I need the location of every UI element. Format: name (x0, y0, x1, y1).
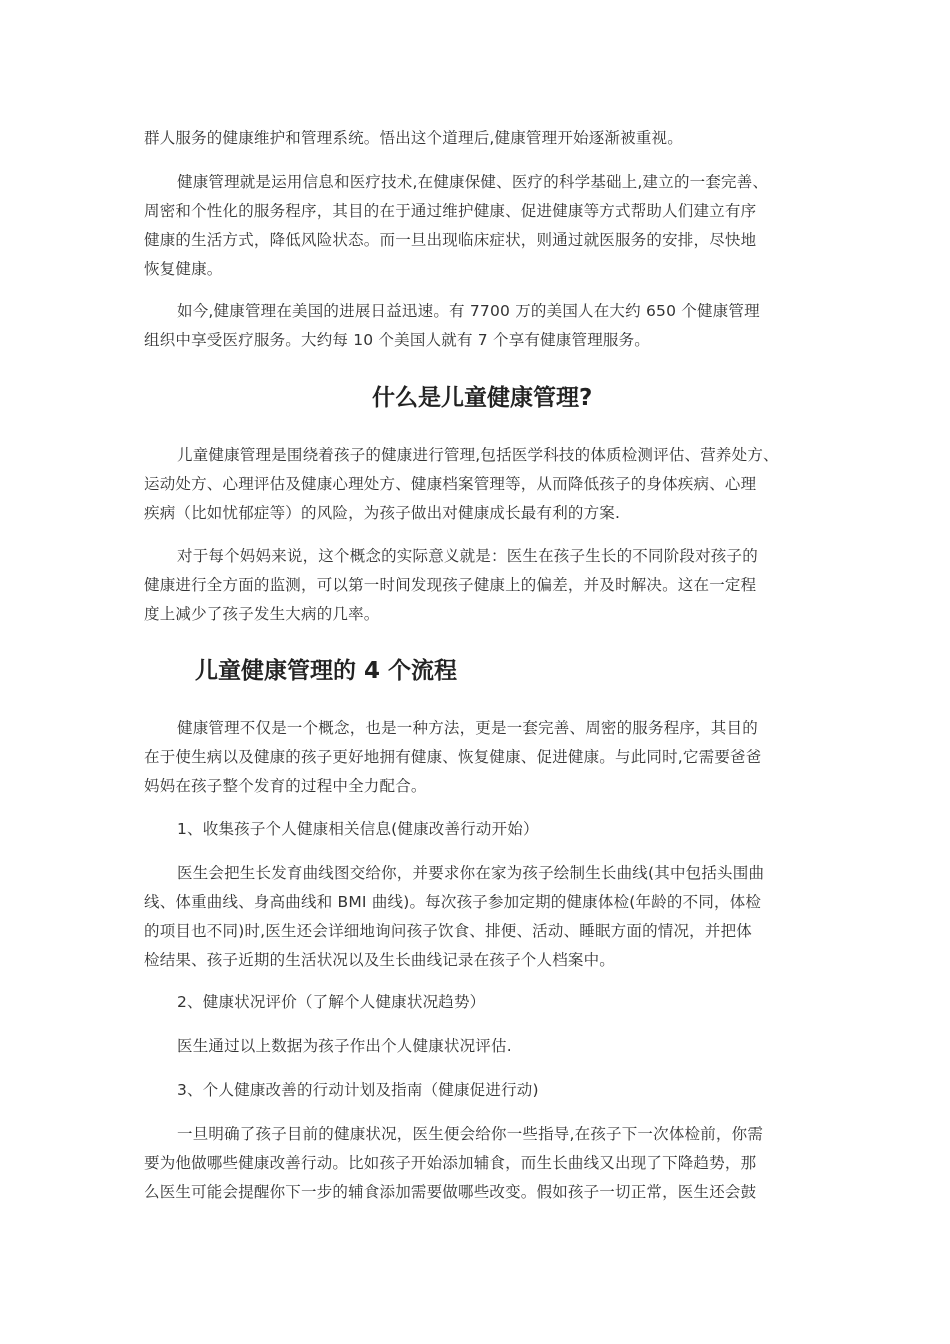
text-line: 的项目也不同)时,医生还会详细地询问孩子饮食、排便、活动、睡眠方面的情况，并把体 (144, 922, 752, 940)
text-line: 1、收集孩子个人健康相关信息(健康改善行动开始） (177, 820, 539, 838)
text-line: 3、个人健康改善的行动计划及指南（健康促进行动) (177, 1081, 539, 1099)
intro-paragraph (144, 124, 814, 153)
text-line: 在于使生病以及健康的孩子更好地拥有健康、恢复健康、促进健康。与此同时,它需要爸爸 (144, 748, 762, 766)
text-line: 儿童健康管理是围绕着孩子的健康进行管理,包括医学科技的体质检测评估、营养处方、 (177, 446, 779, 464)
text-line: 检结果、孩子近期的生活状况以及生长曲线记录在孩子个人档案中。 (144, 951, 616, 969)
text-line: 度上减少了孩子发生大病的几率。 (144, 605, 380, 623)
step1-title (144, 815, 814, 844)
text-line: 疾病（比如忧郁症等）的风险，为孩子做出对健康成长最有利的方案. (144, 504, 621, 522)
text-line: 周密和个性化的服务程序，其目的在于通过维护健康、促进健康等方式帮助人们建立有序 (144, 202, 757, 220)
heading-four-processes: 儿童健康管理的 4 个流程 (195, 658, 458, 684)
us-status-paragraph (144, 297, 814, 355)
text-line: 群人服务的健康维护和管理系统。悟出这个道理后,健康管理开始逐渐被重视。 (144, 129, 683, 147)
text-line: 健康进行全方面的监测，可以第一时间发现孩子健康上的偏差，并及时解决。这在一定程 (144, 576, 757, 594)
heading-what-is-child-health-management: 什么是儿童健康管理? (372, 385, 593, 411)
text-line: 一旦明确了孩子目前的健康状况，医生便会给你一些指导,在孩子下一次体检前，你需 (177, 1125, 764, 1143)
text-line: 2、健康状况评价（了解个人健康状况趋势） (177, 993, 486, 1011)
text-line: 线、体重曲线、身高曲线和 BMI 曲线)。每次孩子参加定期的健康体检(年龄的不同，体检 (144, 893, 762, 911)
text-line: 要为他做哪些健康改善行动。比如孩子开始添加辅食，而生长曲线又出现了下降趋势，那 (144, 1154, 757, 1172)
mom-meaning-paragraph (144, 542, 814, 629)
text-line: 恢复健康。 (144, 260, 223, 278)
text-line: 妈妈在孩子整个发育的过程中全力配合。 (144, 777, 427, 795)
text-line: 组织中享受医疗服务。大约每 10 个美国人就有 7 个享有健康管理服务。 (144, 331, 650, 349)
step3-body (144, 1120, 814, 1207)
text-line: 如今,健康管理在美国的进展日益迅速。有 7700 万的美国人在大约 650 个健康管理 (177, 302, 760, 320)
definition-paragraph (144, 168, 814, 284)
step2-body (144, 1032, 814, 1061)
text-line: 健康管理不仅是一个概念，也是一种方法，更是一套完善、周密的服务程序，其目的 (177, 719, 758, 737)
text-line: 么医生可能会提醒你下一步的辅食添加需要做哪些改变。假如孩子一切正常，医生还会鼓 (144, 1183, 757, 1201)
text-line: 运动处方、心理评估及健康心理处方、健康档案管理等，从而降低孩子的身体疾病、心理 (144, 475, 757, 493)
text-line: 医生会把生长发育曲线图交给你，并要求你在家为孩子绘制生长曲线(其中包括头围曲 (177, 864, 765, 882)
text-line: 健康管理就是运用信息和医疗技术,在健康保健、医疗的科学基础上,建立的一套完善、 (177, 173, 769, 191)
child-definition-paragraph (144, 441, 814, 528)
process-intro-paragraph (144, 714, 814, 801)
text-line: 对于每个妈妈来说，这个概念的实际意义就是：医生在孩子生长的不同阶段对孩子的 (177, 547, 758, 565)
text-line: 健康的生活方式，降低风险状态。而一旦出现临床症状，则通过就医服务的安排，尽快地 (144, 231, 757, 249)
text-line: 医生通过以上数据为孩子作出个人健康状况评估. (177, 1037, 512, 1055)
step3-title (144, 1076, 814, 1105)
step2-title (144, 988, 814, 1017)
step1-body (144, 859, 814, 975)
